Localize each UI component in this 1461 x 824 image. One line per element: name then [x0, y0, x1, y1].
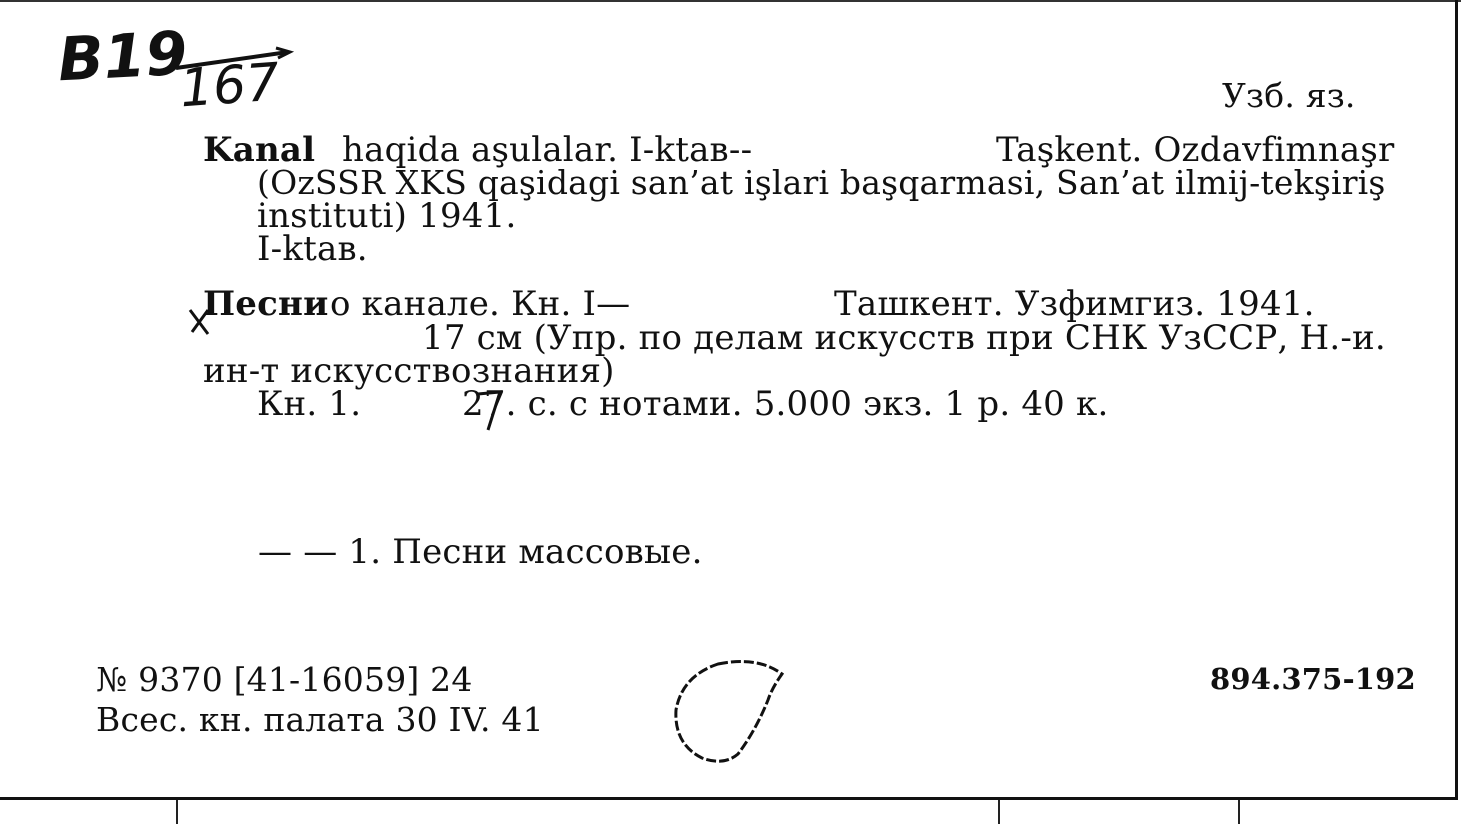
entry-ru-title-rest: о канале. Кн. I— [330, 284, 631, 324]
card-right-edge [1455, 0, 1458, 800]
entry-uz-imprint: Taşkent. Ozdavfimnaşr [996, 130, 1395, 170]
language-label: Узб. яз. [1222, 76, 1356, 115]
entry-uz-title-main: Kanal [203, 130, 316, 170]
card-top-edge [0, 0, 1461, 2]
tick-mark [998, 800, 1000, 824]
entry-uz-title-rest: haqida aşulalar. I-ktaв-- [342, 130, 753, 170]
entry-ru-series: 17 см (Упр. по делам искусств при СНК УзССР, Н.-и. [422, 318, 1386, 358]
entry-ru-pages: 27. с. с нотами. 5.000 экз. 1 р. 40 к. [462, 384, 1109, 424]
entry-uz-institute: instituti) 1941. [257, 196, 517, 236]
handwritten-x-mark [186, 306, 214, 338]
entry-ru-imprint: Ташкент. Узфимгиз. 1941. [834, 284, 1315, 324]
subject-heading: — — 1. Песни массовые. [258, 532, 703, 572]
entry-uz-volume: I-ktaв. [257, 229, 368, 269]
handwritten-overline [172, 44, 296, 74]
stamp-outline [668, 654, 792, 774]
entry-uz-series: (OzSSR XKS qaşidagi san’at işlari başqarmasi, San’at ilmij-tekşiriş [257, 163, 1386, 202]
record-number: № 9370 [41-16059] 24 [96, 660, 473, 699]
handwritten-correction [474, 384, 504, 434]
entry-ru-title-main: Песни [203, 284, 329, 324]
tick-mark [176, 800, 178, 824]
handwritten-shelfmark: В19 [56, 18, 189, 96]
tick-mark [1238, 800, 1240, 824]
entry-ru-institute: ин-т искусствознания) [203, 351, 615, 391]
entry-ru-volume: Кн. 1. [257, 384, 362, 424]
class-code: 894.375-192 [1210, 662, 1416, 696]
chamber-line: Всес. кн. палата 30 IV. 41 [96, 700, 544, 739]
handwritten-shelf-number: 167 [178, 52, 282, 120]
